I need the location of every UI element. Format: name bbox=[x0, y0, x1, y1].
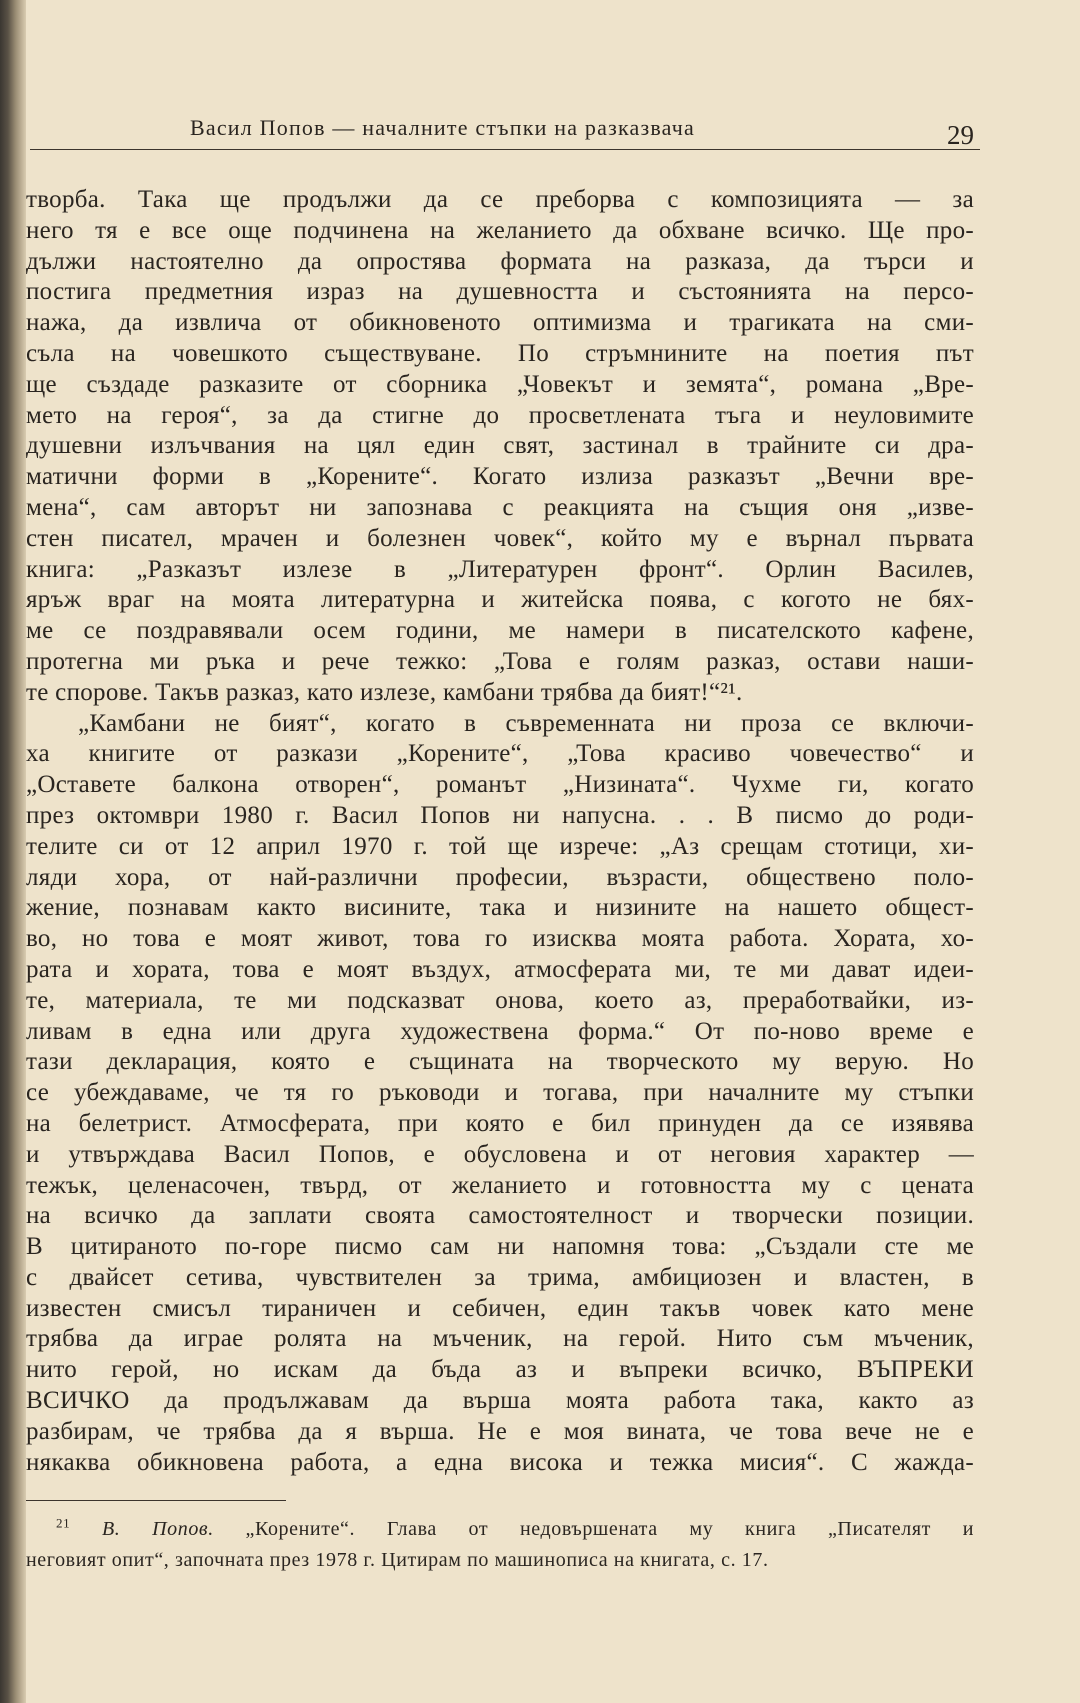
body-line: ляди хора, от най-различни професии, възрасти, обществено поло- bbox=[26, 863, 974, 891]
body-line: някаква обикновена работа, а една висока и тежка мисия“. С жажда- bbox=[26, 1448, 974, 1476]
body-line: творба. Така ще продължи да се преборва с композицията — за bbox=[26, 186, 974, 213]
body-line: яръж враг на моята литературна и житейска поява, с когото не бях- bbox=[26, 586, 974, 614]
footnote bbox=[26, 1514, 974, 1576]
body-line: известен смисъл тираничен и себичен, един такъв човек като мене bbox=[26, 1294, 974, 1322]
body-line: ме се поздравявали осем години, ме намери в писателското кафене, bbox=[26, 617, 974, 645]
body-line: книга: „Разказът излезе в „Литературен фронт“. Орлин Василев, bbox=[26, 555, 974, 583]
body-line: жение, познавам както висините, така и низините на нашето общест- bbox=[26, 894, 974, 922]
body-line: дължи настоятелно да опростява формата на разказа, да търси и bbox=[26, 247, 974, 275]
page-header bbox=[30, 105, 980, 151]
body-line: с двайсет сетива, чувствителен за трима, амбициозен и властен, в bbox=[26, 1263, 974, 1291]
body-line: душевни излъчвания на цял един свят, застинал в трайните си дра- bbox=[26, 432, 974, 460]
body-line: тежък, целенасочен, твърд, от желанието и готовността му с цената bbox=[26, 1171, 974, 1199]
body-line: ха книгите от разкази „Корените“, „Това красиво човечество“ и bbox=[26, 740, 974, 768]
body-line: ВСИЧКО да продължавам да върша моята работа така, както аз bbox=[26, 1387, 974, 1415]
footnote-line-1 bbox=[26, 1514, 974, 1545]
body-line: ще създаде разказите от сборника „Човекът и земята“, романа „Вре- bbox=[26, 370, 974, 398]
body-line: съла на човешкото съществуване. По стръмнините на поетия път bbox=[26, 339, 974, 367]
footnote-author: В. Попов. bbox=[101, 1518, 214, 1540]
body-line: нажа, да извлича от обикновеното оптимизма и трагиката на сми- bbox=[26, 309, 974, 337]
body-text bbox=[26, 185, 974, 1478]
body-line: разбирам, че трябва да я върша. Не е моя вината, че това вече не е bbox=[26, 1417, 974, 1445]
body-line: на белетрист. Атмосферата, при която е бил принуден да се изявява bbox=[26, 1109, 974, 1137]
footnote-marker: 21 bbox=[56, 1515, 71, 1531]
body-line: постига предметния израз на душевността и състоянията на персо- bbox=[26, 278, 974, 306]
page-binding-edge bbox=[0, 0, 26, 1703]
body-line: протегна ми ръка и рече тежко: „Това е голям разказ, остави наши- bbox=[26, 647, 974, 675]
running-title: Васил Попов — началните стъпки на разказвача bbox=[190, 115, 695, 140]
body-line: телите си от 12 април 1970 г. той ще изрече: „Аз срещам стотици, хи- bbox=[26, 832, 974, 860]
body-line: рата и хората, това е моят въздух, атмосферата ми, те ми дават идеи- bbox=[26, 955, 974, 983]
body-line: нито герой, но искам да бъда аз и въпреки всичко, ВЪПРЕКИ bbox=[26, 1356, 974, 1384]
footnote-line-2: неговият опит“, започната през 1978 г. Цитирам по машинописа на книгата, с. 17. bbox=[26, 1549, 769, 1571]
footnote-rule bbox=[26, 1500, 286, 1501]
body-line: стен писател, мрачен и болезнен човек“, който му е върнал първата bbox=[26, 524, 974, 552]
body-line: и утвърждава Васил Попов, е обусловена и от неговия характер — bbox=[26, 1140, 974, 1168]
body-line: те спорове. Такъв разказ, като излезе, камбани трябва да бият!“²¹. bbox=[26, 678, 743, 706]
body-line: мето на героя“, за да стигне до просветлената тъга и неуловимите bbox=[26, 401, 974, 429]
body-line: В цитираното по-горе писмо сам ни напомня това: „Създали сте ме bbox=[26, 1233, 974, 1261]
footnote-line-1-text: „Корените“. Глава от недовършената му книга „Писателят и bbox=[213, 1518, 974, 1540]
header-rule bbox=[30, 149, 980, 150]
body-line: те, материала, те ми подсказват онова, което аз, преработвайки, из- bbox=[26, 986, 974, 1014]
page-number: 29 bbox=[947, 120, 974, 150]
body-line: ливам в една или друга художествена форма.“ От по-ново време е bbox=[26, 1017, 974, 1045]
body-line: през октомври 1980 г. Васил Попов ни напусна. . . В писмо до роди- bbox=[26, 801, 974, 829]
body-line: матични форми в „Корените“. Когато излиза разказът „Вечни вре- bbox=[26, 463, 974, 491]
body-line: во, но това е моят живот, това го изисква моята работа. Хората, хо- bbox=[26, 925, 974, 953]
body-line: на всичко да заплати своята самостоятелност и творчески позиции. bbox=[26, 1202, 974, 1230]
body-line: тази декларация, която е същината на творческото му верую. Но bbox=[26, 1048, 974, 1076]
body-line: мена“, сам авторът ни запознава с реакцията на същия оня „изве- bbox=[26, 493, 974, 521]
body-line: „Оставете балкона отворен“, романът „Низината“. Чухме ги, когато bbox=[26, 771, 974, 799]
body-line: трябва да играе ролята на мъченик, на герой. Нито съм мъченик, bbox=[26, 1325, 974, 1353]
body-line: „Камбани не бият“, когато в съвременната ни проза се включи- bbox=[78, 709, 974, 737]
body-line: се убеждаваме, че тя го ръководи и тогава, при началните му стъпки bbox=[26, 1079, 974, 1107]
body-line: него тя е все още подчинена на желанието да обхване всичко. Ще про- bbox=[26, 216, 974, 244]
